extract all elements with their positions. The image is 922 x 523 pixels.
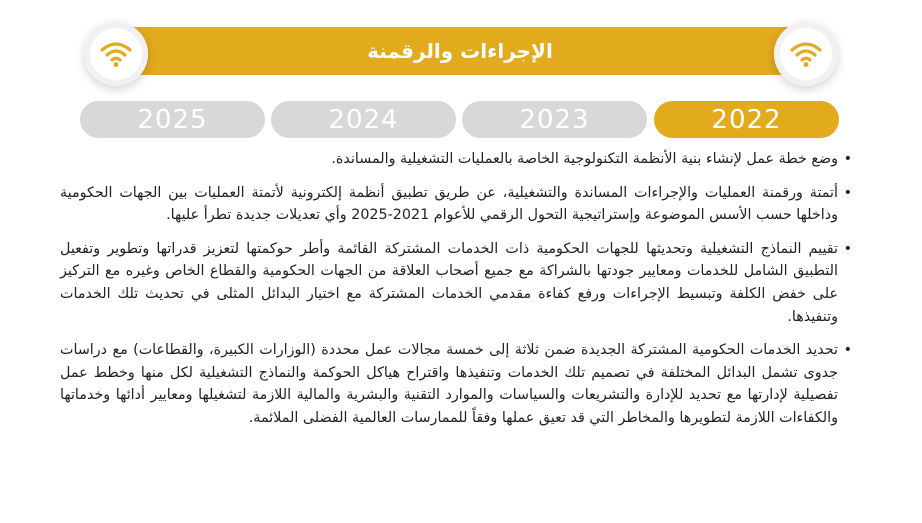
tab-year-label: 2022 [711, 104, 782, 135]
tab-year-2025[interactable] [80, 101, 265, 138]
list-item: • أتمتة ورقمنة العمليات والإجراءات المساندة والتشغيلية، عن طريق تطبيق أنظمة إلكترونية لأتمتة العمليات بين الجهات الحكومية وداخلها حسب الأسس الموضوعة وإستراتيجية التحول الرقمي للأعوام 2021-2025 وأي تعديلات جديدة تطرأ عليها. [60, 182, 852, 227]
section-title: الإجراءات والرقمنة [367, 39, 553, 63]
year-tabs [80, 101, 839, 138]
tab-year-2023[interactable] [462, 101, 647, 138]
wifi-icon [774, 22, 838, 86]
section-banner [110, 27, 810, 75]
tab-year-label: 2023 [519, 104, 590, 135]
list-item: • تقييم النماذج التشغيلية وتحديثها للجهات الحكومية ذات الخدمات المشتركة القائمة وأطر حوكمتها لتعزيز قدراتها وتطوير وتفعيل التطبيق الشامل للخدمات ومعايير جودتها بالشراكة مع جميع أصحاب العلاقة من الجهات الحكومية والقطاع الخاص وغيره مع التركيز على خفض الكلفة وتبسيط الإجراءات ورفع كفاءة مقدمي الخدمات المشتركة مع اختيار البدائل المثلى في تحديث تلك الخدمات وتنفيذها. [60, 238, 852, 328]
list-item: • تحديد الخدمات الحكومية المشتركة الجديدة ضمن ثلاثة إلى خمسة مجالات عمل محددة (الوزارات الكبيرة، والقطاعات) مع دراسات جدوى تشمل البدائل المختلفة في تصميم تلك الخدمات وتنفيذها واقتراح هياكل الحوكمة والنماذج التشغيلية لكل منها وخطط عمل تفصيلية لإدارتها مع تحديد للإدارة والتشريعات والسياسات والموارد التقنية والبشرية والمالية اللازمة لتشغيلها ومعايير أدائها وخدماتها والكفاءات اللازمة لتطويرها والمخاطر التي قد تعيق عملها وفقاً للممارسات العالمية الفضلى الملائمة. [60, 339, 852, 429]
list-item: • وضع خطة عمل لإنشاء بنية الأنظمة التكنولوجية الخاصة بالعمليات التشغيلية والمساندة. [60, 148, 852, 171]
tab-year-2024[interactable] [271, 101, 456, 138]
wifi-icon [84, 22, 148, 86]
tab-year-label: 2024 [328, 104, 399, 135]
tab-year-label: 2025 [137, 104, 208, 135]
bullet-list [60, 148, 852, 441]
tab-year-2022[interactable] [654, 101, 839, 138]
